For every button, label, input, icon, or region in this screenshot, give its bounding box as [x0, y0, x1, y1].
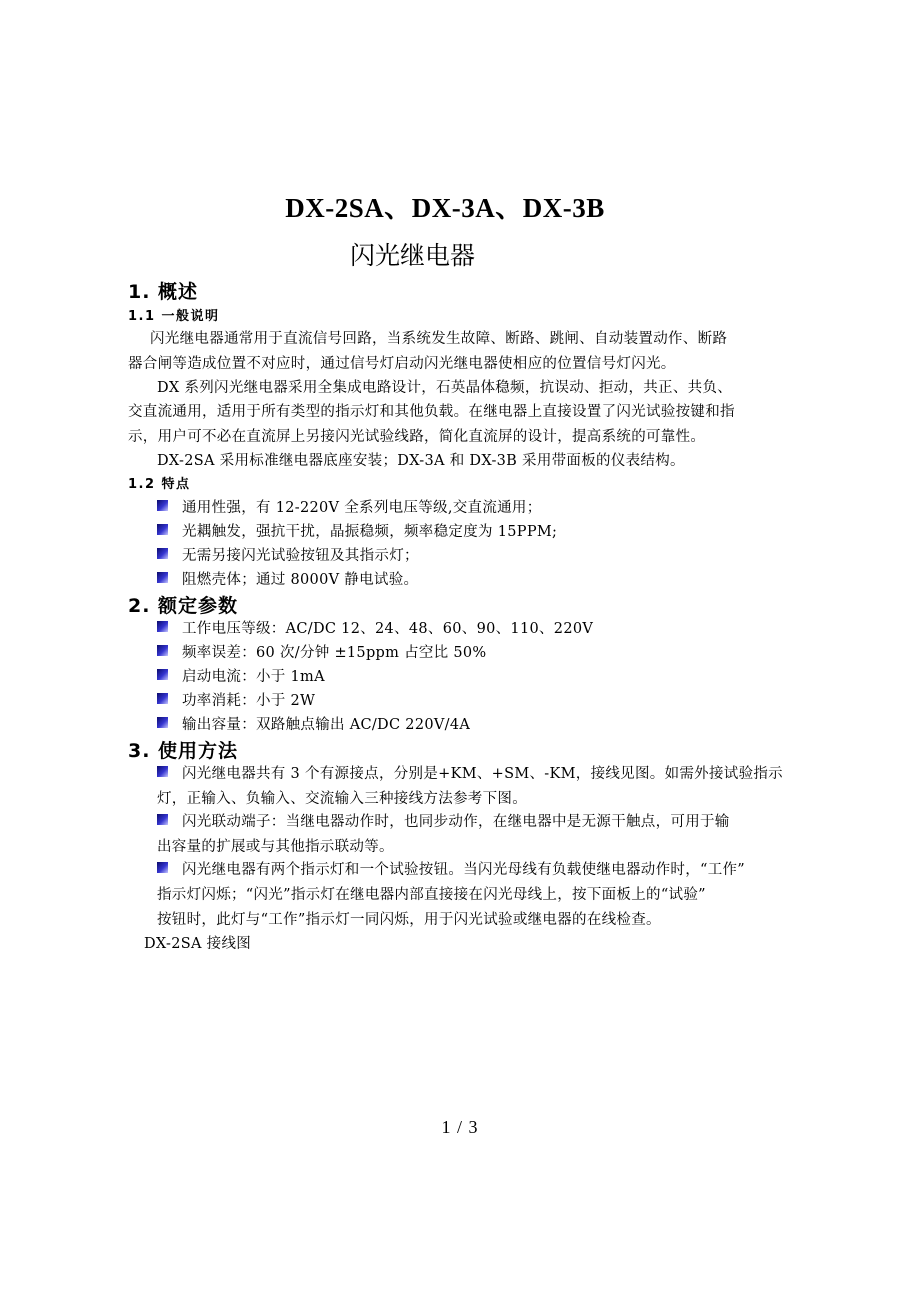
paragraph-line: 交直流通用，适用于所有类型的指示灯和其他负载。在继电器上直接设置了闪光试验按键和指: [128, 404, 735, 420]
list-item: 频率误差：60 次/分钟 ±15ppm 占空比 50%: [182, 645, 487, 661]
list-item-continuation: 灯，正输入、负输入、交流输入三种接线方法参考下图。: [157, 791, 527, 807]
list-item: 输出容量：双路触点输出 AC/DC 220V/4A: [182, 717, 471, 733]
square-bullet-icon: [157, 814, 168, 825]
list-item: 阻燃壳体；通过 8000V 静电试验。: [182, 572, 419, 588]
square-bullet-icon: [157, 669, 168, 680]
page-number: 1 / 3: [441, 1117, 479, 1137]
list-item: 闪光联动端子：当继电器动作时，也同步动作，在继电器中是无源干触点，可用于输: [182, 814, 730, 830]
list-item: 启动电流：小于 1mA: [182, 669, 325, 685]
section-2-heading: 2. 额定参数: [128, 595, 239, 617]
list-item-continuation: 指示灯闪烁；“闪光”指示灯在继电器内部直接接在闪光母线上，按下面板上的“试验”: [157, 887, 706, 903]
document-subtitle: 闪光继电器: [350, 241, 476, 270]
square-bullet-icon: [157, 766, 168, 777]
section-1-2-heading: 1.2 特点: [128, 477, 191, 492]
section-1-1-heading: 1.1 一般说明: [128, 309, 220, 324]
section-1-heading: 1. 概述: [128, 281, 199, 303]
square-bullet-icon: [157, 717, 168, 728]
list-item-continuation: 出容量的扩展或与其他指示联动等。: [157, 839, 394, 855]
list-item: 功率消耗：小于 2W: [182, 693, 316, 709]
square-bullet-icon: [157, 548, 168, 559]
list-item: 通用性强，有 12-220V 全系列电压等级,交直流通用；: [182, 500, 542, 516]
section-3-heading: 3. 使用方法: [128, 740, 239, 762]
list-item: 无需另接闪光试验按钮及其指示灯；: [182, 548, 419, 564]
list-item-continuation: 按钮时，此灯与“工作”指示灯一同闪烁，用于闪光试验或继电器的在线检查。: [157, 912, 661, 928]
list-item: 闪光继电器有两个指示灯和一个试验按钮。当闪光母线有负载使继电器动作时，“工作”: [182, 862, 746, 878]
square-bullet-icon: [157, 500, 168, 511]
list-item: 光耦触发，强抗干扰，晶振稳频，频率稳定度为 15PPM;: [182, 524, 558, 540]
list-item: 工作电压等级：AC/DC 12、24、48、60、90、110、220V: [182, 621, 594, 637]
square-bullet-icon: [157, 572, 168, 583]
paragraph-line: 示，用户可不必在直流屏上另接闪光试验线路，简化直流屏的设计，提高系统的可靠性。: [128, 429, 706, 445]
figure-caption: DX-2SA 接线图: [144, 936, 252, 952]
square-bullet-icon: [157, 693, 168, 704]
paragraph-line: 闪光继电器通常用于直流信号回路，当系统发生故障、断路、跳闸、自动装置动作、断路: [150, 331, 728, 347]
square-bullet-icon: [157, 621, 168, 632]
list-item: 闪光继电器共有 3 个有源接点，分别是+KM、+SM、-KM，接线见图。如需外接试验指示: [182, 766, 783, 782]
square-bullet-icon: [157, 524, 168, 535]
paragraph-line: 器合闸等造成位置不对应时，通过信号灯启动闪光继电器使相应的位置信号灯闪光。: [128, 356, 676, 372]
paragraph-line: DX 系列闪光继电器采用全集成电路设计，石英晶体稳频，抗误动、拒动，共正、共负、: [157, 380, 733, 396]
square-bullet-icon: [157, 645, 168, 656]
paragraph-line: DX-2SA 采用标准继电器底座安装；DX-3A 和 DX-3B 采用带面板的仪表结构。: [157, 453, 685, 469]
document-title: DX-2SA、DX-3A、DX-3B: [285, 193, 605, 223]
square-bullet-icon: [157, 862, 168, 873]
